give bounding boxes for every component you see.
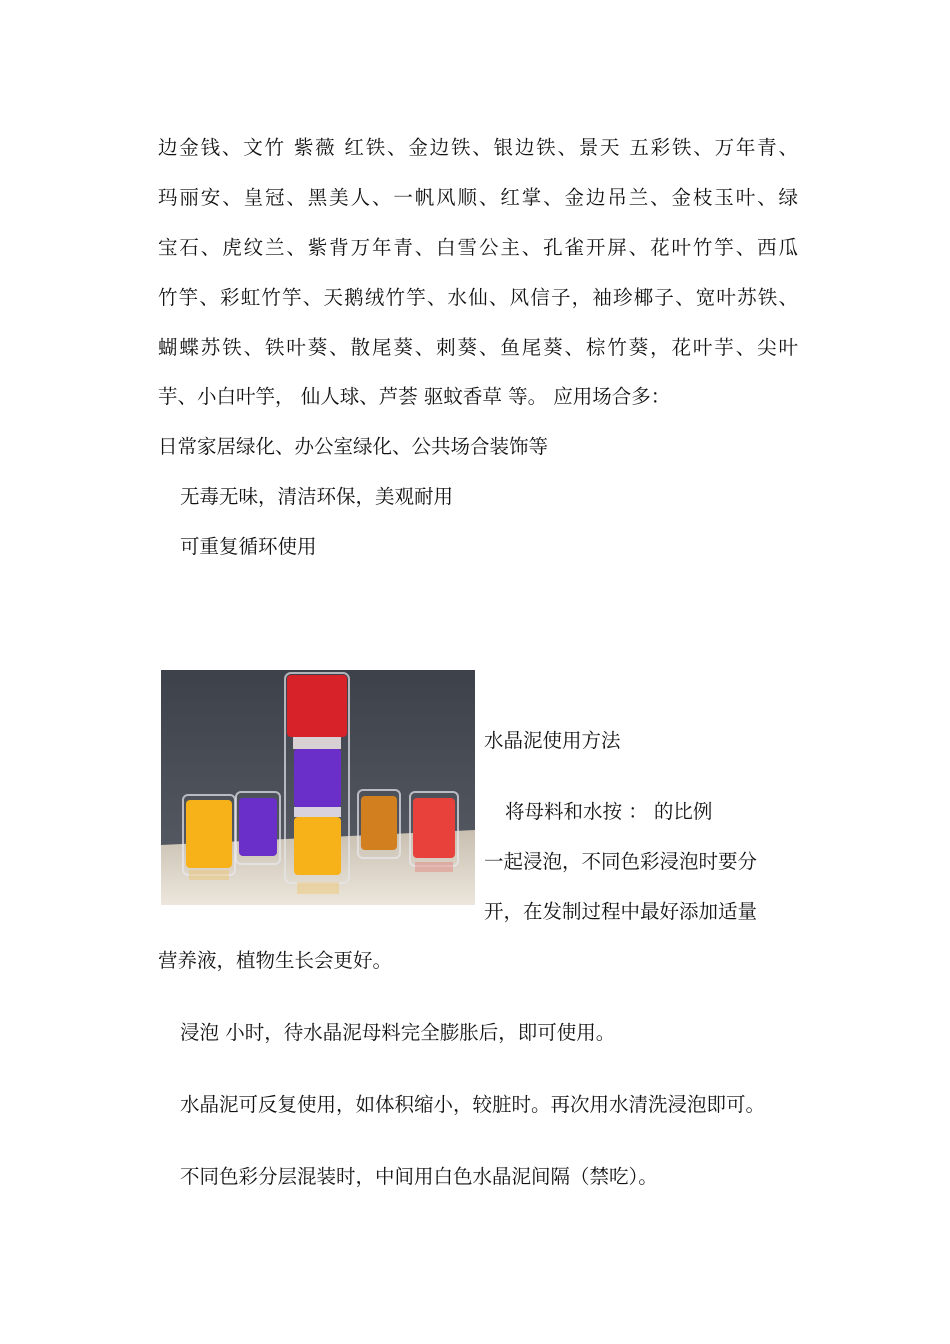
plant-list-line: 竹竽、彩虹竹竽、天鹅绒竹竽、水仙、风信子，袖珍椰子、宽叶苏铁、: [158, 286, 798, 309]
plant-list-line: 边金钱、文竹 紫薇 红铁、金边铁、银边铁、景天 五彩铁、万年青、: [158, 136, 798, 159]
usage-step3: 水晶泥可反复使用，如体积缩小，较脏时。再次用水清洗浸泡即可。: [180, 1093, 766, 1116]
usage-step2: 浸泡 小时，待水晶泥母料完全膨胀后，即可使用。: [180, 1021, 616, 1044]
crystal-soil-glasses-photo: [161, 670, 475, 905]
usage-title: 水晶泥使用方法: [484, 729, 621, 752]
plant-list-line: 蝴蝶苏铁、铁叶葵、散尾葵、刺葵、鱼尾葵、棕竹葵，花叶芋、尖叶: [158, 336, 798, 359]
usage-step1-line: 将母料和水按 ： 的比例: [505, 800, 713, 823]
usage-step4: 不同色彩分层混装时，中间用白色水晶泥间隔（禁吃）。: [180, 1165, 658, 1188]
plant-list-line: 日常家居绿化、办公室绿化、公共场合装饰等: [158, 435, 549, 458]
usage-step1-line: 一起浸泡，不同色彩浸泡时要分: [484, 850, 758, 873]
feature-line: 可重复循环使用: [180, 535, 317, 558]
crystal-soil-glasses-icon: [161, 670, 475, 905]
usage-step1-tail: 营养液，植物生长会更好。: [158, 949, 393, 972]
plant-list-line: 玛丽安、皇冠、黑美人、一帆风顺、红掌、金边吊兰、金枝玉叶、绿: [158, 186, 798, 209]
plant-list-line: 芋、小白叶竽， 仙人球、芦荟 驱蚊香草 等。 应用场合多：: [158, 385, 671, 408]
plant-list-line: 宝石、虎纹兰、紫背万年青、白雪公主、孔雀开屏、花叶竹竽、西瓜: [158, 236, 798, 259]
feature-line: 无毒无味，清洁环保，美观耐用: [180, 485, 454, 508]
usage-step1-line: 开，在发制过程中最好添加适量: [484, 900, 758, 923]
